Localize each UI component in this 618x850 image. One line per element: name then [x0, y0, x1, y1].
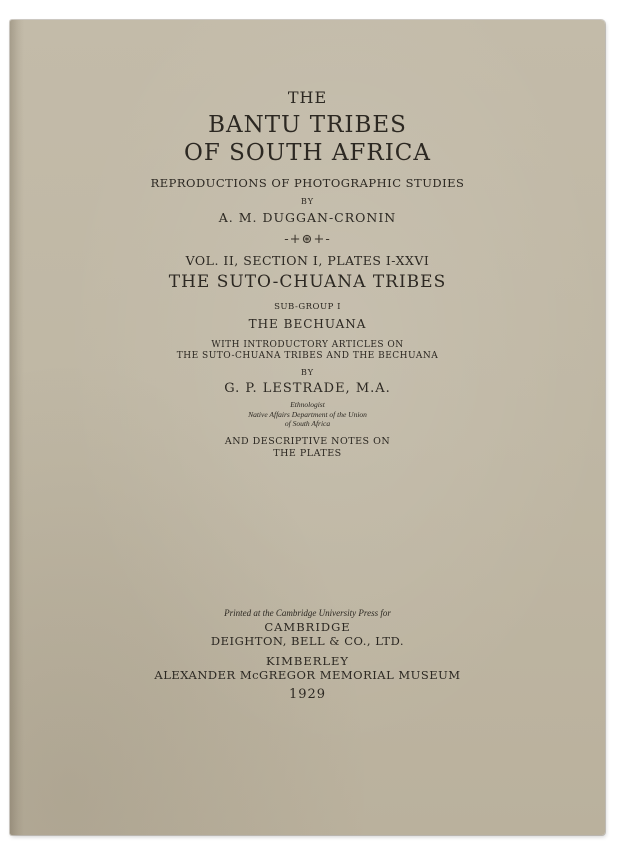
contributor-role-1: Ethnologist — [290, 400, 325, 409]
place-kimberley: KIMBERLEY — [265, 654, 350, 668]
publisher-deighton-bell: DEIGHTON, BELL & CO., LTD. — [210, 634, 405, 648]
volume-info: VOL. II, SECTION I, PLATES I-XXVI — [185, 253, 430, 268]
title-article: THE — [287, 88, 328, 107]
contributor-role-3: of South Africa — [284, 419, 331, 428]
ornament: -+⊛+- — [284, 232, 331, 247]
place-cambridge: CAMBRIDGE — [264, 620, 351, 634]
contributor: G. P. LESTRADE, M.A. — [224, 381, 391, 396]
author: A. M. DUGGAN-CRONIN — [218, 210, 397, 225]
section-title: THE SUTO-CHUANA TRIBES — [168, 272, 447, 292]
intro-line-2: THE SUTO-CHUANA TRIBES AND THE BECHUANA — [176, 351, 439, 361]
notes-line-2: THE PLATES — [273, 448, 342, 459]
intro-line-1: WITH INTRODUCTORY ARTICLES ON — [211, 340, 404, 350]
by-label-2: BY — [300, 368, 315, 377]
contributor-role-2: Native Affairs Department of the Union — [248, 410, 367, 419]
subtitle: REPRODUCTIONS OF PHOTOGRAPHIC STUDIES — [150, 176, 465, 190]
by-label-1: BY — [300, 197, 315, 206]
imprint-note: Printed at the Cambridge University Press for — [224, 608, 391, 618]
title-line-2: OF SOUTH AFRICA — [183, 140, 431, 166]
publisher-mcgregor-museum: ALEXANDER McGREGOR MEMORIAL MUSEUM — [154, 668, 461, 682]
subgroup-label: SUB-GROUP I — [274, 302, 341, 312]
book-cover — [10, 20, 605, 835]
publication-year: 1929 — [288, 687, 327, 702]
subgroup-title: THE BECHUANA — [248, 317, 367, 331]
notes-line-1: AND DESCRIPTIVE NOTES ON — [224, 436, 391, 447]
title-line-1: BANTU TRIBES — [208, 112, 407, 138]
